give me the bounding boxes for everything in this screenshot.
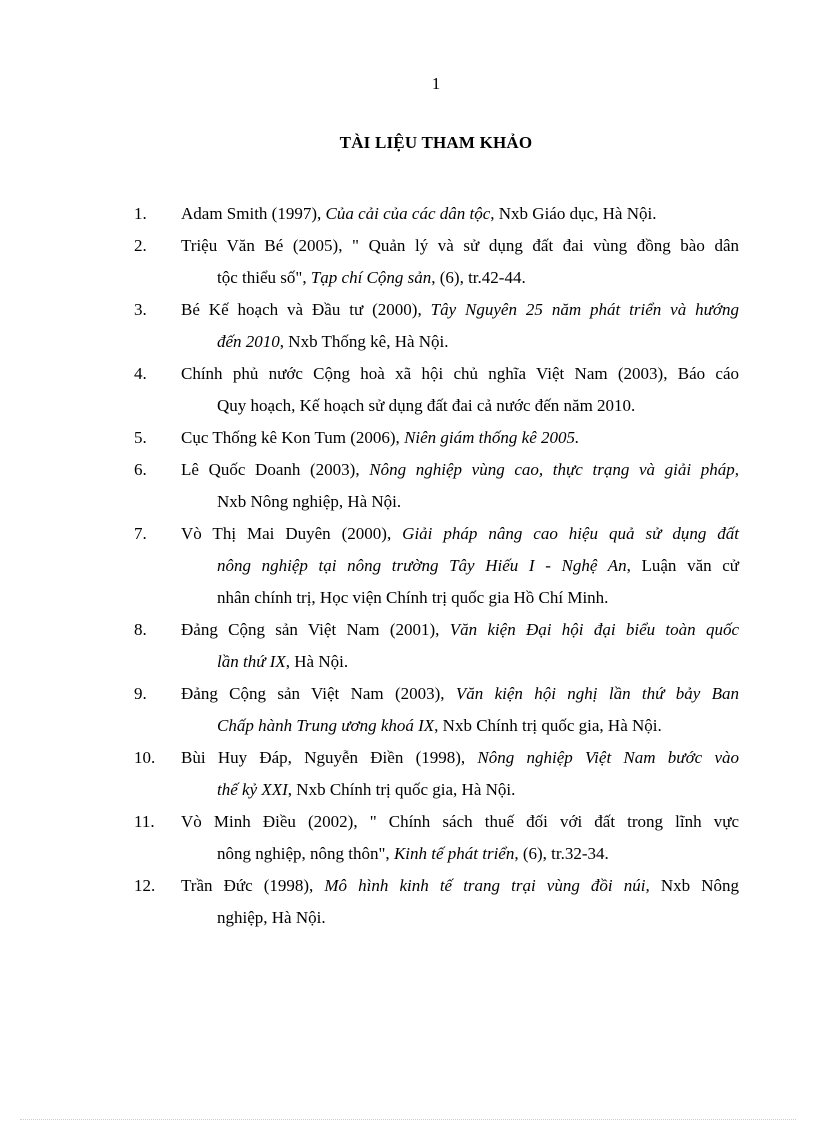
reference-segment: Bùi Huy Đáp, Nguyễn Điền (1998), xyxy=(181,748,478,767)
reference-italic-segment: thế kỷ XXI xyxy=(217,780,288,799)
reference-text xyxy=(181,454,739,518)
reference-segment: Adam Smith (1997), xyxy=(181,204,326,223)
reference-line xyxy=(181,870,739,902)
reference-number: 7. xyxy=(134,524,147,543)
reference-italic-segment: đến 2010 xyxy=(217,332,280,351)
reference-italic-segment: Chấp hành Trung ương khoá IX xyxy=(217,716,435,735)
reference-italic-segment: Nông nghiệp Việt Nam bước vào xyxy=(477,748,739,767)
reference-italic-segment: Tây Nguyên 25 năm phát triển và hướng xyxy=(430,300,739,319)
reference-line xyxy=(181,806,739,838)
reference-italic-segment: Của cải của các dân tộc, xyxy=(325,204,495,223)
reference-line xyxy=(181,326,739,358)
reference-segment: Đảng Cộng sản Việt Nam (2003), xyxy=(181,684,456,703)
reference-text xyxy=(181,742,739,806)
reference-text xyxy=(181,294,739,358)
reference-number: 5. xyxy=(134,428,147,447)
page-bottom-rule xyxy=(20,1119,796,1120)
reference-line xyxy=(181,614,739,646)
reference-item xyxy=(0,742,816,806)
reference-number: 6. xyxy=(134,460,147,479)
reference-line xyxy=(181,582,739,614)
reference-number: 1. xyxy=(134,204,147,223)
reference-segment: Đảng Cộng sản Việt Nam (2001), xyxy=(181,620,450,639)
reference-italic-segment: Kinh tế phát triển xyxy=(393,844,515,863)
reference-line xyxy=(181,390,739,422)
reference-segment: nông nghiệp, nông thôn", xyxy=(217,844,394,863)
reference-segment: Nxb Nông xyxy=(649,876,739,895)
reference-item xyxy=(0,614,816,678)
reference-number: 10. xyxy=(134,748,156,767)
reference-number: 9. xyxy=(134,684,147,703)
reference-text xyxy=(181,422,739,454)
reference-item xyxy=(0,294,816,358)
page-number: 1 xyxy=(431,74,441,93)
reference-number: 12. xyxy=(134,876,156,895)
reference-line xyxy=(181,230,739,262)
reference-text xyxy=(181,230,739,294)
reference-text xyxy=(181,806,739,870)
reference-segment: , (6), tr.42-44. xyxy=(431,268,526,287)
reference-segment: Triệu Văn Bé (2005), " Quản lý và sử dụng đất đai vùng đồng bào dân xyxy=(181,236,739,255)
reference-text xyxy=(181,870,739,934)
reference-line xyxy=(181,294,739,326)
reference-item xyxy=(0,358,816,422)
reference-segment: Vò Thị Mai Duyên (2000), xyxy=(181,524,403,543)
reference-italic-segment: Niên giám thống kê 2005. xyxy=(404,428,580,447)
reference-line xyxy=(181,838,739,870)
reference-item xyxy=(0,806,816,870)
reference-line xyxy=(181,518,739,550)
reference-text xyxy=(181,518,739,614)
reference-segment: , Nxb Chính trị quốc gia, Hà Nội. xyxy=(434,716,662,735)
reference-segment: , Hà Nội. xyxy=(285,652,349,671)
reference-italic-segment: Văn kiện hội nghị lần thứ bảy Ban xyxy=(455,684,739,703)
reference-item xyxy=(0,870,816,934)
reference-segment: Trần Đức (1998), xyxy=(181,876,325,895)
reference-item xyxy=(0,678,816,742)
reference-line xyxy=(181,262,739,294)
reference-line xyxy=(181,422,739,454)
reference-item xyxy=(0,454,816,518)
reference-line xyxy=(181,710,739,742)
reference-number: 11. xyxy=(134,812,155,831)
page-title: TÀI LIỆU THAM KHẢO xyxy=(339,133,533,152)
reference-line xyxy=(181,774,739,806)
reference-number: 3. xyxy=(134,300,147,319)
reference-text xyxy=(181,678,739,742)
reference-segment: Cục Thống kê Kon Tum (2006), xyxy=(181,428,405,447)
reference-italic-segment: Nông nghiệp vùng cao, thực trạng và giải pháp xyxy=(369,460,735,479)
reference-number: 4. xyxy=(134,364,147,383)
reference-number: 8. xyxy=(134,620,147,639)
reference-segment: Nxb Nông nghiệp, Hà Nội. xyxy=(217,492,402,511)
reference-italic-segment: Văn kiện Đại hội đại biểu toàn quốc xyxy=(449,620,739,639)
reference-segment: tộc thiểu số", xyxy=(217,268,311,287)
reference-line xyxy=(181,198,739,230)
reference-line xyxy=(181,358,739,390)
reference-line xyxy=(181,678,739,710)
reference-line xyxy=(181,902,739,934)
reference-italic-segment: Mô hình kinh tế trang trại vùng đồi núi, xyxy=(324,876,650,895)
reference-list xyxy=(0,198,816,934)
reference-italic-segment: nông nghiệp tại nông trường Tây Hiếu I - Nghệ An xyxy=(217,556,627,575)
reference-segment: Lê Quốc Doanh (2003), xyxy=(181,460,370,479)
reference-item xyxy=(0,230,816,294)
reference-italic-segment: Giải pháp nâng cao hiệu quả sử dụng đất xyxy=(402,524,740,543)
reference-text xyxy=(181,614,739,678)
reference-line xyxy=(181,550,739,582)
reference-segment: nhân chính trị, Học viện Chính trị quốc gia Hồ Chí Minh. xyxy=(217,588,609,607)
reference-item xyxy=(0,198,816,230)
reference-segment: , Luận văn cử xyxy=(626,556,740,575)
reference-segment: nghiệp, Hà Nội. xyxy=(217,908,326,927)
reference-segment: Bé Kế hoạch và Đầu tư (2000), xyxy=(181,300,431,319)
reference-segment: , (6), tr.32-34. xyxy=(514,844,609,863)
reference-text xyxy=(181,198,739,230)
reference-item xyxy=(0,422,816,454)
reference-line xyxy=(181,742,739,774)
reference-segment: Quy hoạch, Kế hoạch sử dụng đất đai cả nước đến năm 2010. xyxy=(217,396,636,415)
reference-italic-segment: lần thứ IX xyxy=(217,652,286,671)
reference-line xyxy=(181,486,739,518)
reference-segment: Nxb Giáo dục, Hà Nội. xyxy=(494,204,657,223)
reference-segment: , xyxy=(734,460,739,479)
reference-line xyxy=(181,646,739,678)
reference-segment: Vò Minh Điều (2002), " Chính sách thuế đối với đất trong lĩnh vực xyxy=(181,812,739,831)
reference-text xyxy=(181,358,739,422)
reference-segment: , Nxb Chính trị quốc gia, Hà Nội. xyxy=(287,780,516,799)
reference-segment: Chính phủ nước Cộng hoà xã hội chủ nghĩa Việt Nam (2003), Báo cáo xyxy=(181,364,739,383)
reference-number: 2. xyxy=(134,236,147,255)
reference-segment: , Nxb Thống kê, Hà Nội. xyxy=(279,332,449,351)
reference-item xyxy=(0,518,816,614)
reference-line xyxy=(181,454,739,486)
reference-italic-segment: Tạp chí Cộng sản xyxy=(310,268,432,287)
